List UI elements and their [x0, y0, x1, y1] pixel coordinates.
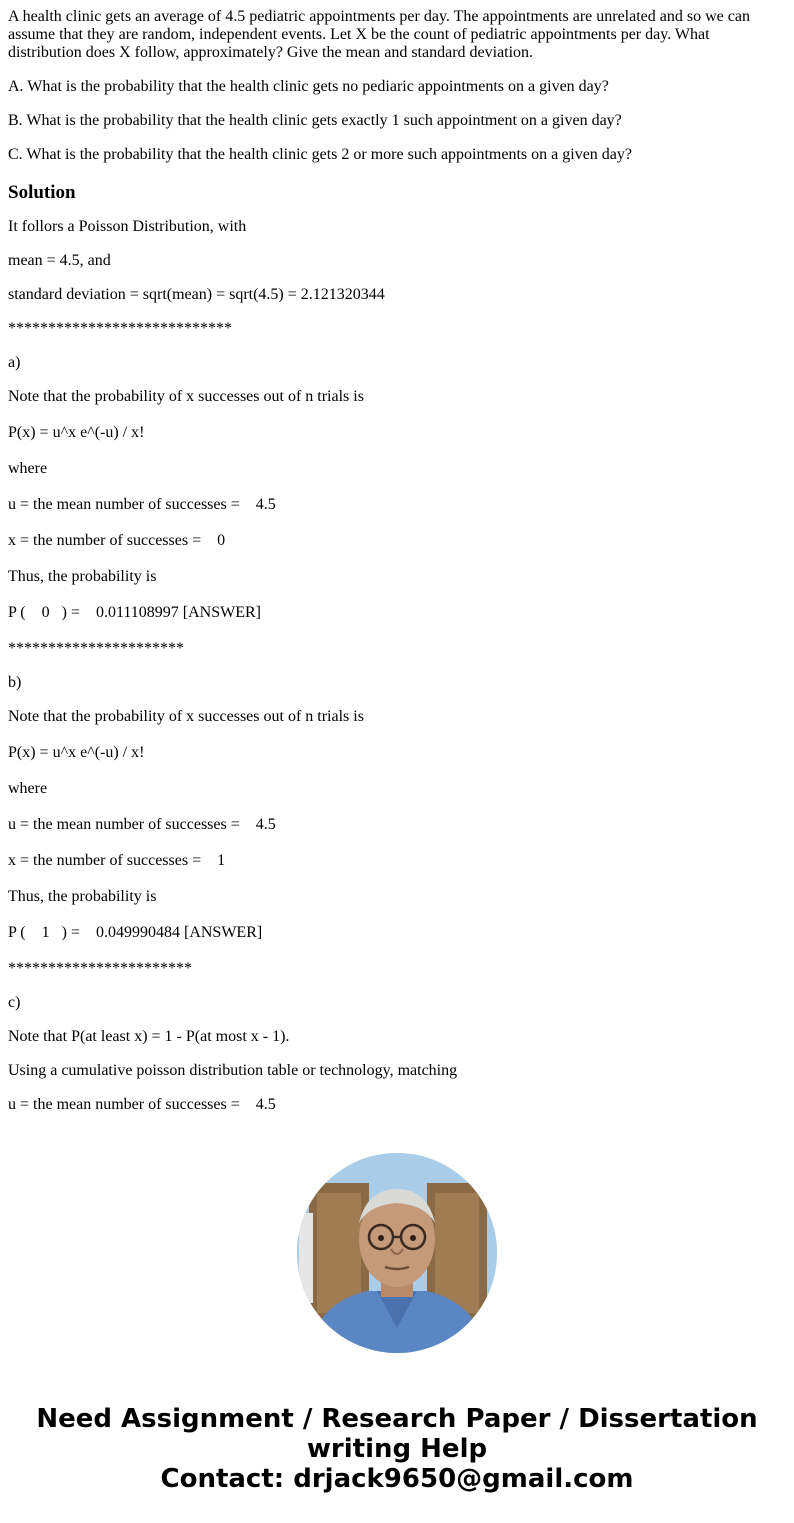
author-photo: [297, 1153, 497, 1353]
separator-stars: ****************************: [8, 320, 232, 337]
banner-line-2: writing Help: [306, 1434, 488, 1464]
answer-a: P ( 0 ) = 0.011108997 [ANSWER]: [8, 604, 262, 621]
solution-line: u = the mean number of successes = 4.5: [8, 1096, 276, 1113]
part-label-c: c): [8, 994, 21, 1011]
solution-line: Note that the probability of x successes out of n trials is: [8, 708, 364, 725]
separator-stars: **********************: [8, 640, 184, 657]
banner-line-1: Need Assignment / Research Paper / Dissertation: [36, 1404, 758, 1434]
solution-line: where: [8, 780, 48, 797]
solution-line: Thus, the probability is: [8, 888, 157, 905]
solution-line: Note that P(at least x) = 1 - P(at most x - 1).: [8, 1028, 290, 1045]
answer-b: P ( 1 ) = 0.049990484 [ANSWER]: [8, 924, 263, 941]
help-contact-banner: [0, 1404, 794, 1494]
author-portrait-illustration: [297, 1153, 497, 1353]
solution-text: [8, 218, 786, 1114]
solution-line: u = the mean number of successes = 4.5: [8, 496, 276, 513]
solution-line: u = the mean number of successes = 4.5: [8, 816, 276, 833]
solution-line: x = the number of successes = 1: [8, 852, 226, 869]
separator-stars: ***********************: [8, 960, 192, 977]
question-part-a: A. What is the probability that the health clinic gets no pediaric appointments on a given day?: [8, 78, 609, 95]
solution-line: Thus, the probability is: [8, 568, 157, 585]
solution-line: It follors a Poisson Distribution, with: [8, 218, 247, 235]
solution-line: mean = 4.5, and: [8, 252, 111, 269]
poisson-formula: P(x) = u^x e^(-u) / x!: [8, 424, 145, 441]
part-label-a: a): [8, 354, 21, 371]
solution-line: standard deviation = sqrt(mean) = sqrt(4.5) = 2.121320344: [8, 286, 385, 303]
part-label-b: b): [8, 674, 22, 691]
question-part-c: C. What is the probability that the health clinic gets 2 or more such appointments on a given day?: [8, 146, 632, 163]
solution-line: x = the number of successes = 0: [8, 532, 226, 549]
solution-heading: Solution: [8, 182, 76, 203]
contact-email: Contact: drjack9650@gmail.com: [160, 1464, 634, 1494]
question-intro: A health clinic gets an average of 4.5 pediatric appointments per day. The appointments are unrelated and so we can assume that they are random, independent events. Let X be the count of pediatric appointments per day. What distribution does X follow, approximately? Give the mean and standard deviation.: [8, 8, 750, 61]
solution-line: Note that the probability of x successes out of n trials is: [8, 388, 364, 405]
poisson-formula: P(x) = u^x e^(-u) / x!: [8, 744, 145, 761]
question-part-b: B. What is the probability that the health clinic gets exactly 1 such appointment on a given day?: [8, 112, 622, 129]
solution-line: where: [8, 460, 48, 477]
solution-line: Using a cumulative poisson distribution table or technology, matching: [8, 1062, 458, 1079]
